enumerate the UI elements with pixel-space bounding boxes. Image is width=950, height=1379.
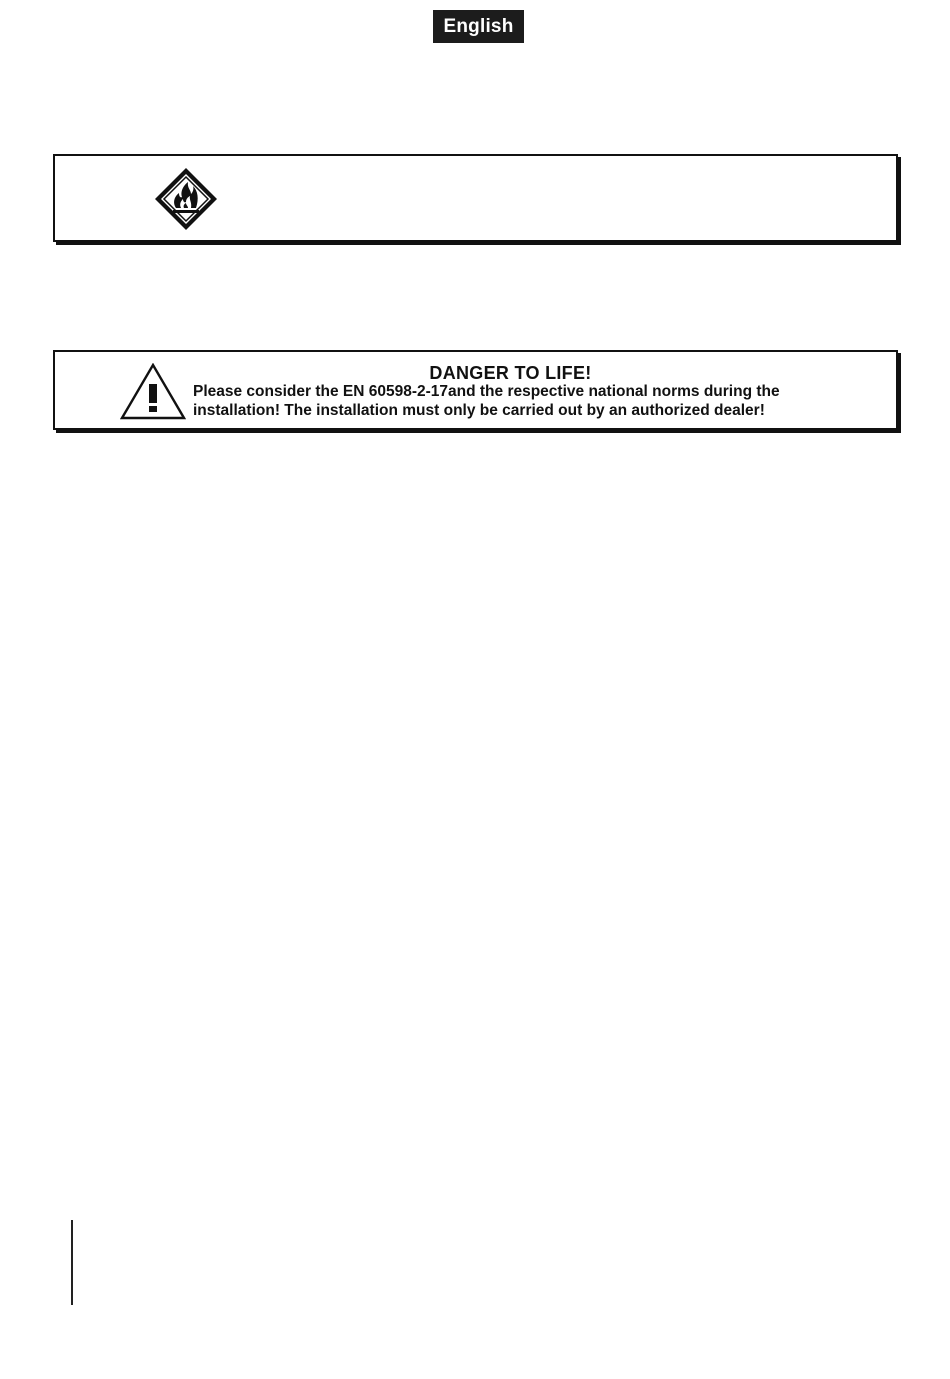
language-badge: English [433,10,524,43]
danger-title: DANGER TO LIFE! [429,363,592,383]
margin-rule [71,1220,73,1305]
flammable-icon [153,166,219,232]
fire-hazard-notice [53,154,898,242]
danger-message [193,382,893,420]
danger-to-life-notice [53,350,898,430]
danger-message-line: Please consider the EN 60598-2-17and the respective national norms during the [193,383,780,400]
danger-message-line: installation! The installation must only be carried out by an authorized dealer! [193,402,765,419]
